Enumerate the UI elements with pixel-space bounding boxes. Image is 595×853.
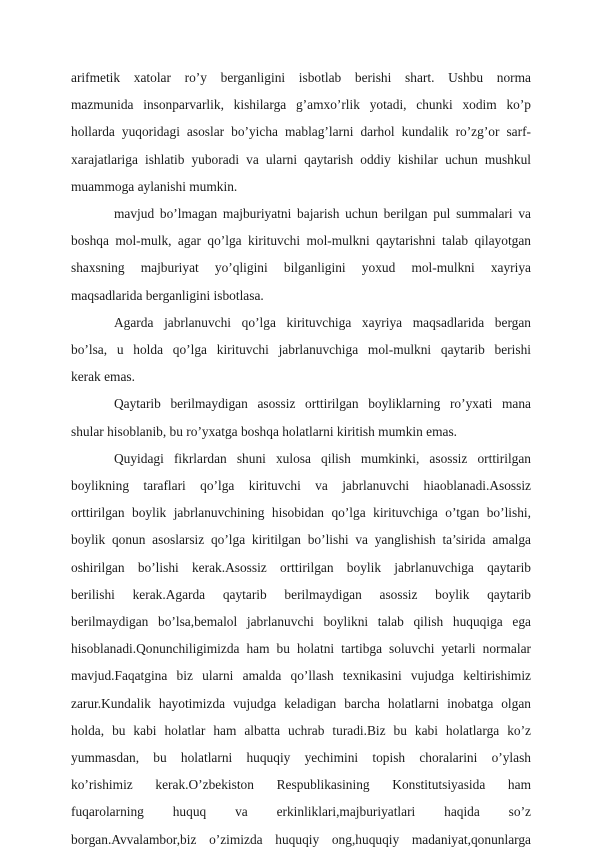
paragraph-2 <box>71 200 531 309</box>
text-line: boylik qonun asoslarsiz qo’lga kiritilgan bo’lishi va yanglishish ta’sirida amalga <box>71 532 531 548</box>
text-line: boshqa mol-mulk, agar qo’lga kirituvchi mol-mulkni qaytarishni talab qilayotgan <box>71 233 531 249</box>
text-line: borgan.Avvalambor,biz o’zimizda huquqiy ong,huquqiy madaniyat,qonunlarga <box>71 831 531 847</box>
text-line: zarur.Kundalik hayotimizda vujudga keladigan barcha holatlarni inobatga olgan <box>71 695 531 711</box>
text-line: orttirilgan boylik jabrlanuvchining hisobidan qo’lga kirituvchiga o’tgan bo’lishi, <box>71 505 531 521</box>
text-line: bo’lsa, u holda qo’lga kirituvchi jabrlanuvchiga mol-mulkni qaytarib berishi <box>71 342 531 358</box>
text-line: muammoga aylanishi mumkin. <box>71 178 238 194</box>
text-line: arifmetik xatolar ro’y berganligini isbotlab berishi shart. Ushbu norma <box>71 70 531 85</box>
text-line: shaxsning majburiyat yo’qligini bilganligini yoxud mol-mulkni xayriya <box>71 260 531 276</box>
text-line: mavjud bo’lmagan majburiyatni bajarish uchun berilgan pul summalari va <box>114 206 531 222</box>
paragraph-4 <box>71 390 531 444</box>
text-line: Qaytarib berilmaydigan asossiz orttirilgan boyliklarning ro’yxati mana <box>114 396 531 412</box>
paragraph-1 <box>71 64 531 200</box>
text-line: xarajatlariga ishlatib yuboradi va ularni qaytarish oddiy kishilar uchun mushkul <box>71 151 531 167</box>
text-line: holda, bu kabi holatlar ham albatta uchrab turadi.Biz bu kabi holatlarga ko’z <box>71 722 531 738</box>
text-line: Quyidagi fikrlardan shuni xulosa qilish mumkinki, asossiz orttirilgan <box>114 450 531 466</box>
text-line: kerak emas. <box>71 369 135 385</box>
text-line: mavjud.Faqatgina biz ularni amalda qo’llash texnikasini vujudga keltirishimiz <box>71 668 531 684</box>
text-line: berilishi kerak.Agarda qaytarib berilmaydigan asossiz boylik qaytarib <box>71 586 531 602</box>
text-line: oshirilgan bo’lishi kerak.Asossiz orttirilgan boylik jabrlanuvchiga qaytarib <box>71 559 531 575</box>
text-line: yummasdan, bu holatlarni huquqiy yechimini topish choralarini o’ylash <box>71 750 531 766</box>
paragraph-5 <box>71 445 531 853</box>
text-line: hollarda yuqoridagi asoslar bo’yicha mablag’larni darhol kundalik ro’zg’or sarf- <box>71 124 531 140</box>
document-page <box>71 64 531 853</box>
text-line: Agarda jabrlanuvchi qo’lga kirituvchiga xayriya maqsadlarida bergan <box>114 314 531 330</box>
paragraph-3 <box>71 309 531 391</box>
text-line: fuqarolarning huquq va erkinliklari,majburiyatlari haqida so’z <box>71 804 531 820</box>
text-line: mazmunida insonparvarlik, kishilarga g’amxo’rlik yotadi, chunki xodim ko’p <box>71 97 531 113</box>
text-line: ko’rishimiz kerak.O’zbekiston Respublikasining Konstitutsiyasida ham <box>71 777 531 793</box>
text-line: berilmaydigan bo’lsa,bemalol jabrlanuvchi boylikni talab qilish huquqiga ega <box>71 614 531 630</box>
text-line: maqsadlarida berganligini isbotlasa. <box>71 287 264 303</box>
text-line: boylikning taraflari qo’lga kirituvchi va jabrlanuvchi hiaoblanadi.Asossiz <box>71 478 531 494</box>
text-line: hisoblanadi.Qonunchiligimizda ham bu holatni tartibga soluvchi yetarli normalar <box>71 641 531 657</box>
text-line: shular hisoblanib, bu ro’yxatga boshqa holatlarni kiritish mumkin emas. <box>71 423 458 439</box>
